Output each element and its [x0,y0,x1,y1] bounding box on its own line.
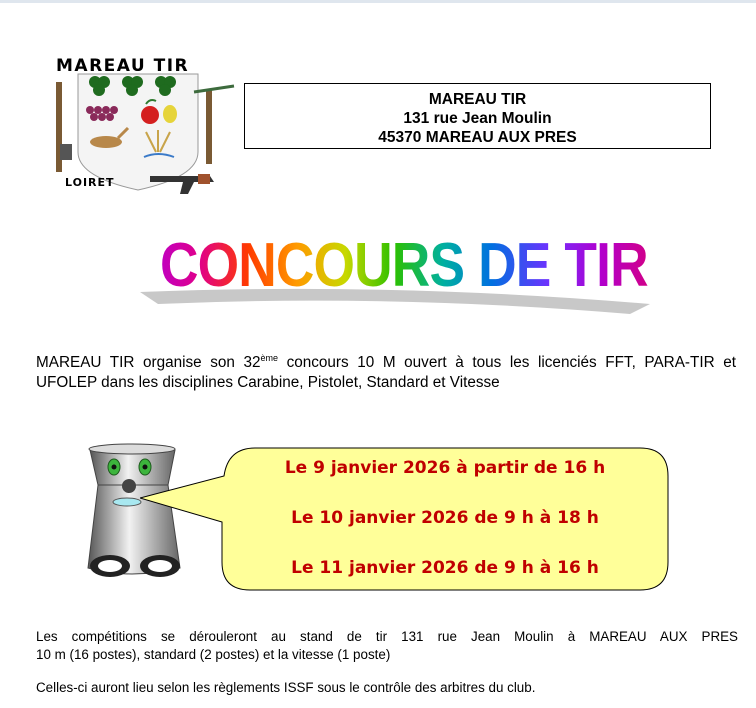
logo-title: MAREAU TIR [56,56,190,76]
intro-ordinal: ème [260,353,279,363]
intro-text-end: concours 10 M ouvert à tous les licenciés FFT, PARA-TIR et UFOLEP dans les disciplines Carabine, Pistolet, Standard et Vitesse [36,354,736,392]
info-rules: Celles-ci auront lieu selon les règlements ISSF sous le contrôle des arbitres du club. [36,680,536,695]
page-title: CONCOURS DE TIR [160,231,648,300]
address-box [244,83,711,149]
intro-text-start: MAREAU TIR organise son 32 [36,354,261,372]
info-section [36,628,738,697]
date-day-3: Le 11 janvier 2026 de 9 h à 16 h [291,558,599,578]
title-banner [130,222,650,322]
info-location: Les compétitions se dérouleront au stand de tir 131 rue Jean Moulin à MAREAU AUX PRES [36,629,738,644]
top-border [0,0,756,3]
address-name: MAREAU TIR [428,91,527,108]
date-day-1: Le 9 janvier 2026 à partir de 16 h [284,458,606,478]
club-logo [38,52,243,197]
dates-list [225,450,665,600]
address-city: 45370 MAREAU AUX PRES [378,129,577,146]
info-posts: 10 m (16 postes), standard (2 postes) et la vitesse (1 poste) [36,647,391,662]
intro-paragraph [36,348,736,393]
date-day-2: Le 10 janvier 2026 de 9 h à 18 h [291,508,599,528]
logo-subtitle: LOIRET [65,176,115,189]
address-street: 131 rue Jean Moulin [403,110,552,127]
